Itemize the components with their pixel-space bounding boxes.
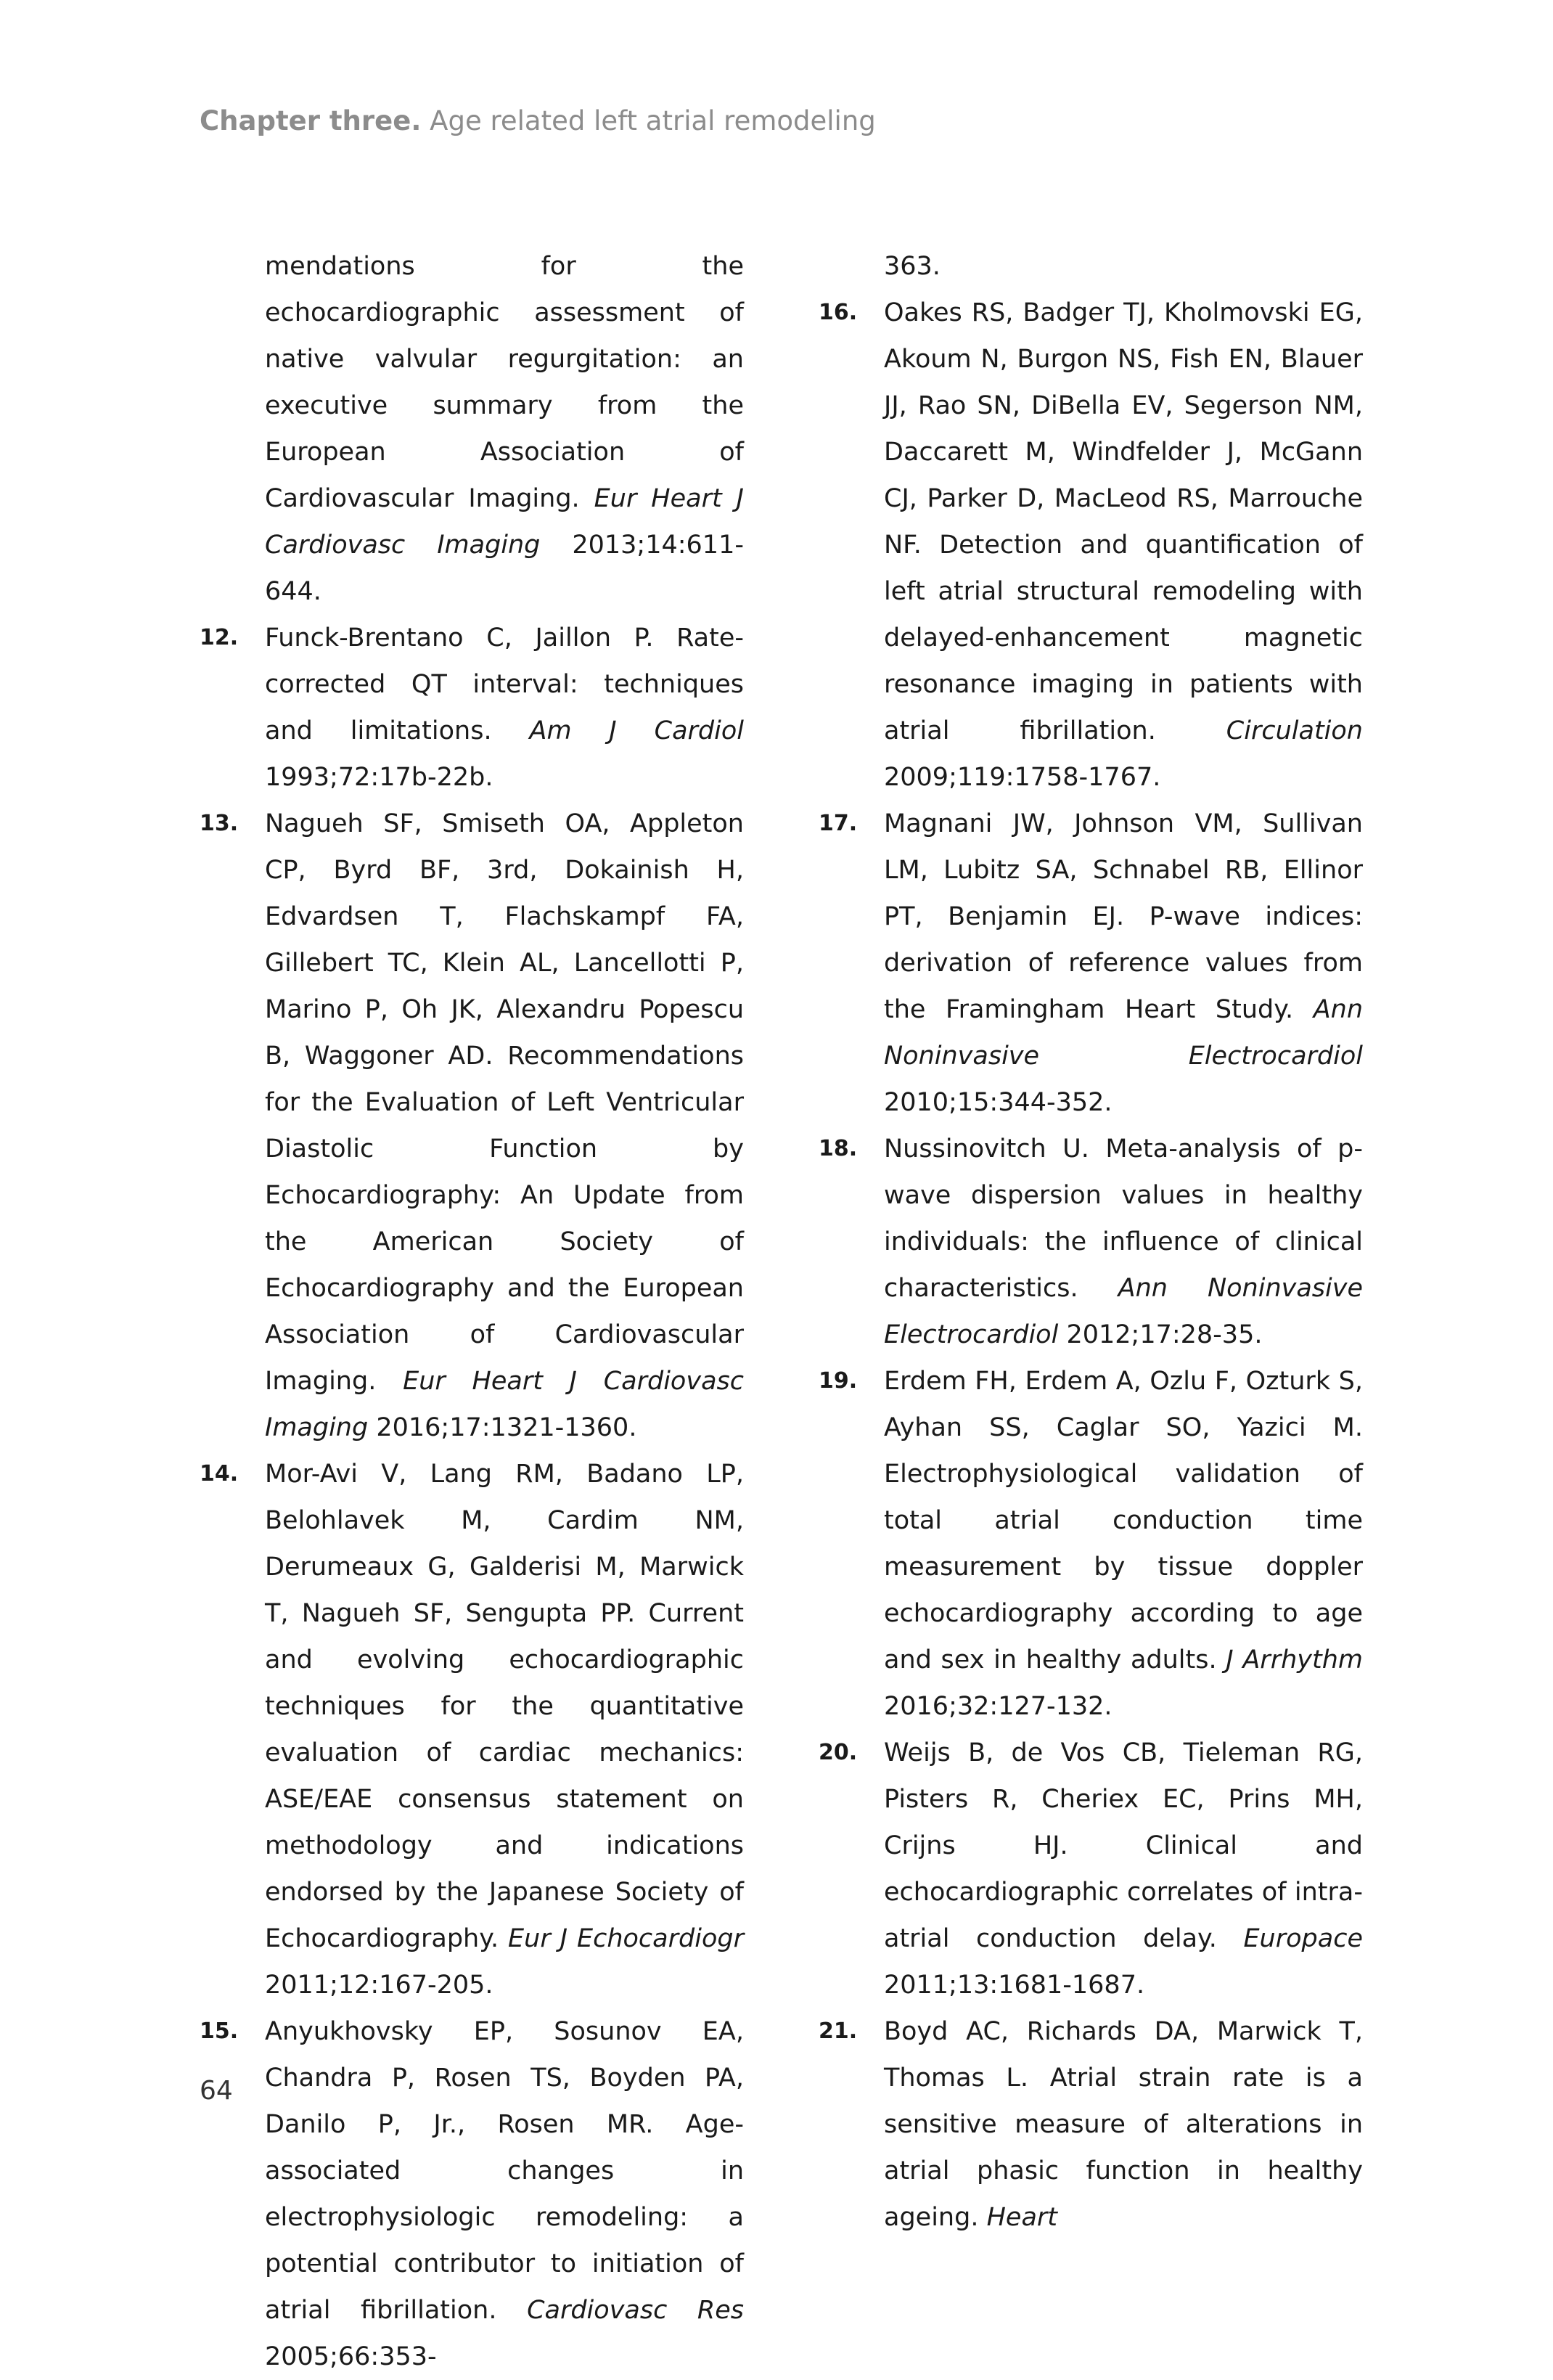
journal-name: Circulation [1226, 716, 1363, 745]
reference-text: Boyd AC, Richards DA, Marwick T, Thomas L. Atrial strain rate is a sensitive measure of alterations in atrial phasic function in healthy ageing. Heart [884, 2017, 1363, 2232]
journal-name: Cardiovasc Res [527, 2296, 744, 2325]
reference-text: 363. [884, 252, 941, 281]
journal-name: Am J Cardiol [529, 716, 744, 745]
reference-item [200, 615, 744, 801]
reference-item [200, 801, 744, 1451]
journal-name: Eur Heart J Cardiovasc Imaging [265, 1367, 744, 1442]
journal-name: Eur J Echocardiogr [508, 1924, 744, 1953]
reference-item [819, 801, 1363, 1126]
journal-name: Heart [986, 2203, 1058, 2232]
running-header [200, 105, 876, 136]
reference-number: 14. [200, 1461, 239, 1487]
reference-text: Anyukhovsky EP, Sosunov EA, Chandra P, Rosen TS, Boyden PA, Danilo P, Jr., Rosen MR. Age-associated changes in electrophysiologic remodeling: a potential contributor to initiation of atrial fibrillation. Cardiovasc Res 2005;66:353- [265, 2017, 744, 2371]
reference-number: 17. [819, 811, 858, 836]
reference-item [819, 1358, 1363, 1730]
reference-text: mendations for the echocardiographic assessment of native valvular regurgitation: an executive summary from the European Association of Cardiovascular Imaging. Eur Heart J Cardiovasc Imaging 2013;14:611-644. [265, 252, 744, 606]
reference-number: 18. [819, 1136, 858, 1161]
chapter-title: Age related left atrial remodeling [430, 105, 876, 136]
chapter-label: Chapter three. [200, 105, 422, 136]
journal-name: Ann Noninvasive Electrocardiol [884, 995, 1363, 1071]
reference-item [819, 1126, 1363, 1358]
reference-text: Funck-Brentano C, Jaillon P. Rate-corrected QT interval: techniques and limitations. Am J Cardiol 1993;72:17b-22b. [265, 623, 744, 792]
reference-text: Magnani JW, Johnson VM, Sullivan LM, Lubitz SA, Schnabel RB, Ellinor PT, Benjamin EJ. P-wave indices: derivation of reference values from the Framingham Heart Study. Ann Noninvasive Electrocardiol 2010;15:344-352. [884, 809, 1363, 1117]
reference-item [200, 243, 744, 615]
reference-text: Mor-Avi V, Lang RM, Badano LP, Belohlavek M, Cardim NM, Derumeaux G, Galderisi M, Marwick T, Nagueh SF, Sengupta PP. Current and evolving echocardiographic techniques for the quantitative evaluation of cardiac mechanics: ASE/EAE consensus statement on methodology and indications endorsed by the Japanese Society of Echocardiography. Eur J Echocardiogr 2011;12:167-205. [265, 1460, 744, 2000]
reference-text: Weijs B, de Vos CB, Tieleman RG, Pisters R, Cheriex EC, Prins MH, Crijns HJ. Clinical and echocardiographic correlates of intra-atrial conduction delay. Europace 2011;13:1681-1687. [884, 1738, 1363, 2000]
reference-number: 19. [819, 1368, 858, 1394]
reference-number: 12. [200, 625, 239, 650]
reference-number: 15. [200, 2019, 239, 2044]
journal-name: Europace [1243, 1924, 1363, 1953]
reference-number: 16. [819, 300, 858, 325]
reference-number [819, 243, 884, 290]
reference-number: 21. [819, 2019, 858, 2044]
reference-column-left [200, 243, 744, 2380]
reference-item [200, 1451, 744, 2008]
journal-name: Ann Noninvasive Electrocardiol [884, 1274, 1363, 1349]
reference-item [819, 2008, 1363, 2241]
reference-item [819, 1730, 1363, 2008]
reference-item [819, 290, 1363, 801]
reference-column-right [819, 243, 1363, 2241]
reference-text: Erdem FH, Erdem A, Ozlu F, Ozturk S, Ayhan SS, Caglar SO, Yazici M. Electrophysiological validation of total atrial conduction time measurement by tissue doppler echocardiography according to age and sex in healthy adults. J Arrhythm 2016;32:127-132. [884, 1367, 1363, 1721]
reference-text: Oakes RS, Badger TJ, Kholmovski EG, Akoum N, Burgon NS, Fish EN, Blauer JJ, Rao SN, DiBella EV, Segerson NM, Daccarett M, Windfelder J, McGann CJ, Parker D, MacLeod RS, Marrouche NF. Detection and quantification of left atrial structural remodeling with delayed-enhancement magnetic resonance imaging in patients with atrial fibrillation. Circulation 2009;119:1758-1767. [884, 298, 1363, 792]
reference-number: 20. [819, 1740, 858, 1765]
reference-text: Nagueh SF, Smiseth OA, Appleton CP, Byrd BF, 3rd, Dokainish H, Edvardsen T, Flachskampf FA, Gillebert TC, Klein AL, Lancellotti P, Marino P, Oh JK, Alexandru Popescu B, Waggoner AD. Recommendations for the Evaluation of Left Ventricular Diastolic Function by Echocardiography: An Update from the American Society of Echocardiography and the European Association of Cardiovascular Imaging. Eur Heart J Cardiovasc Imaging 2016;17:1321-1360. [265, 809, 744, 1442]
reference-item [819, 243, 1363, 290]
reference-text: Nussinovitch U. Meta-analysis of p-wave dispersion values in healthy individuals: the influence of clinical characteristics. Ann Noninvasive Electrocardiol 2012;17:28-35. [884, 1134, 1363, 1349]
reference-number: 13. [200, 811, 239, 836]
journal-name: J Arrhythm [1226, 1645, 1363, 1674]
journal-name: Eur Heart J Cardiovasc Imaging [265, 484, 744, 560]
reference-number [200, 243, 265, 615]
reference-item [200, 2008, 744, 2380]
page-number: 64 [200, 2076, 233, 2106]
